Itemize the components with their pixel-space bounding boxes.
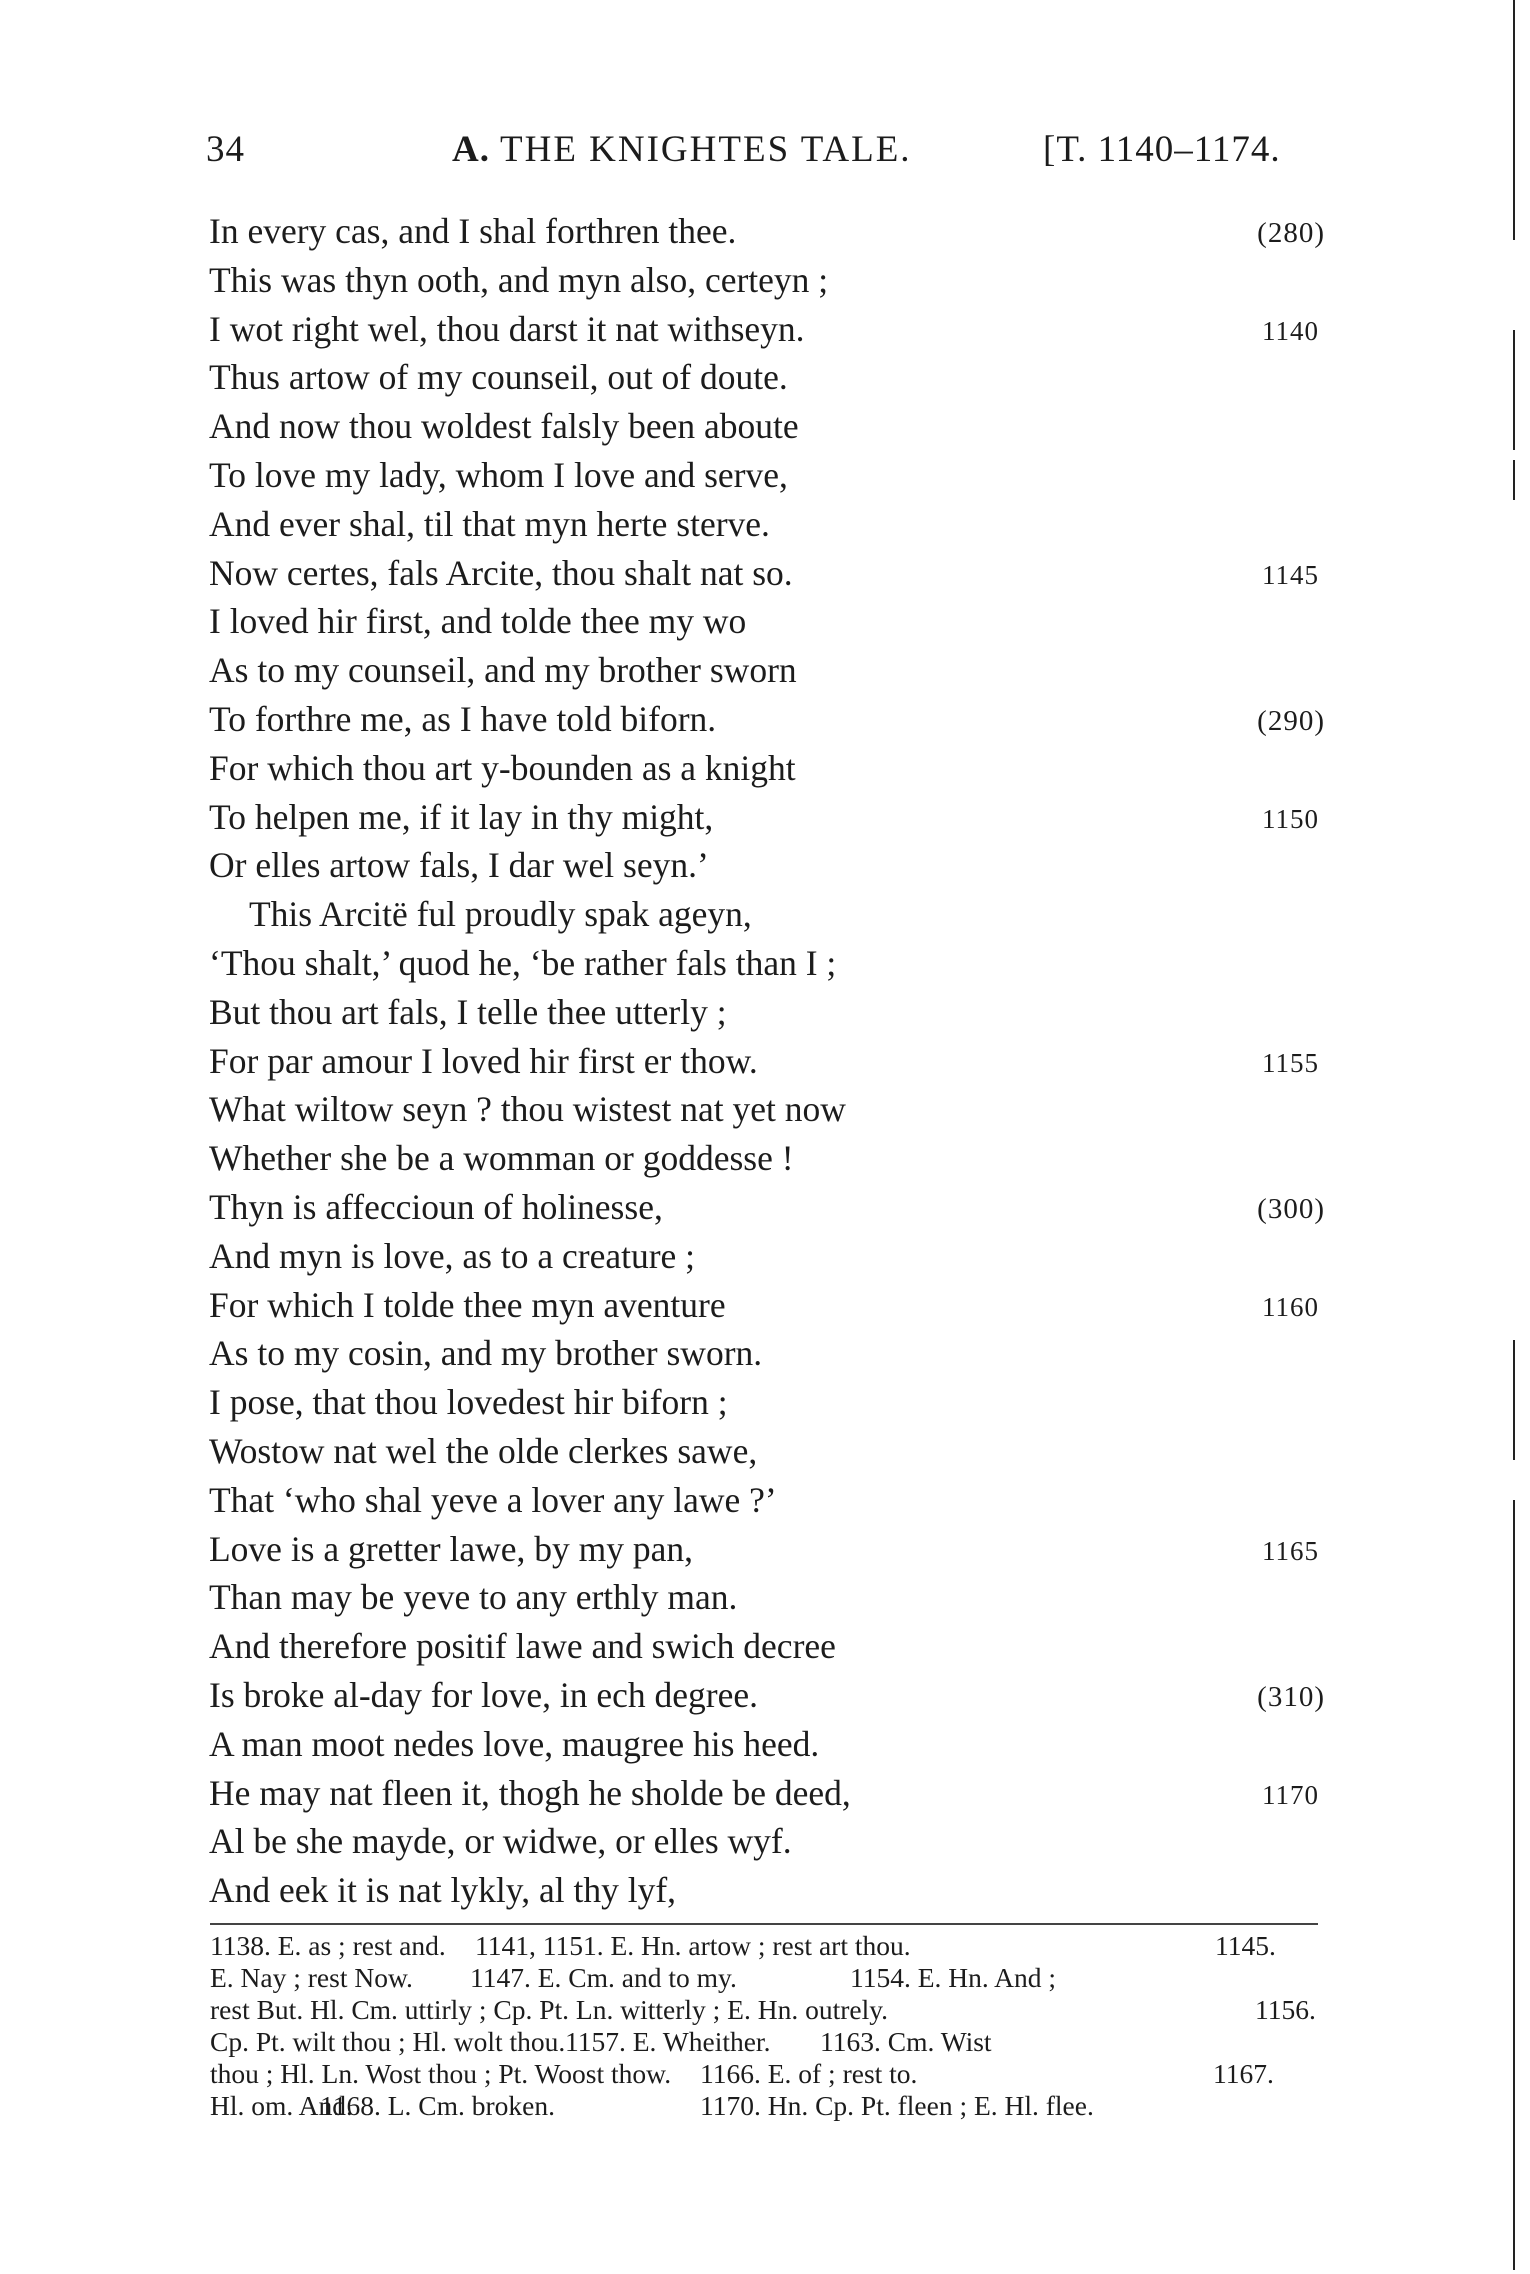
verse-text: As to my counseil, and my brother sworn (209, 650, 797, 691)
verse-text: Thyn is affeccioun of holinesse, (209, 1186, 663, 1227)
verse-text: That ‘who shal yeve a lover any lawe ?’ (209, 1479, 777, 1520)
footnote-line (210, 2026, 1320, 2058)
verse-text: What wiltow seyn ? thou wistest nat yet now (209, 1089, 846, 1130)
line-number: 1160 (1262, 1291, 1319, 1322)
verse-line (209, 1329, 1319, 1378)
verse-line (209, 1671, 1325, 1720)
footnote-line (210, 2090, 1320, 2122)
verse-text: I wot right wel, thou darst it nat withseyn. (209, 308, 805, 349)
verse-text: As to my cosin, and my brother sworn. (209, 1333, 763, 1374)
verse-text: This Arcitë ful proudly spak ageyn, (249, 894, 752, 935)
verse-line (209, 1476, 1319, 1525)
line-range: [T. 1140–1174. (1043, 129, 1281, 170)
verse-line (209, 256, 1319, 305)
footnote-segment: Hl. om. And. (210, 2090, 353, 2121)
verse-text: A man moot nedes love, maugree his heed. (209, 1723, 820, 1764)
poem-text (209, 207, 1325, 1915)
verse-text: Than may be yeve to any erthly man. (209, 1577, 738, 1618)
verse-text: I loved hir first, and tolde thee my wo (209, 601, 747, 642)
verse-line (209, 1525, 1319, 1574)
verse-text: I pose, that thou lovedest hir biforn ; (209, 1382, 728, 1423)
verse-line (209, 1232, 1319, 1281)
verse-line (209, 1378, 1319, 1427)
line-number: 1165 (1262, 1535, 1319, 1566)
verse-text: For which thou art y-bounden as a knight (209, 747, 796, 788)
verse-line (209, 1573, 1319, 1622)
verse-line (209, 646, 1319, 695)
footnote-segment: 1145. (1215, 1930, 1276, 1961)
line-number: 1150 (1262, 803, 1319, 834)
verse-line (209, 451, 1319, 500)
verse-line (209, 1183, 1325, 1232)
verse-line (209, 500, 1319, 549)
line-number: 1145 (1262, 559, 1319, 590)
verse-text: To forthre me, as I have told biforn. (209, 698, 717, 739)
footnote-line (210, 2058, 1320, 2090)
verse-text: For which I tolde thee myn aventure (209, 1284, 726, 1325)
verse-text: To love my lady, whom I love and serve, (209, 454, 788, 495)
verse-line (209, 695, 1325, 744)
line-number: (300) (1257, 1192, 1325, 1225)
verse-line (209, 1134, 1319, 1183)
verse-line (209, 1427, 1319, 1476)
verse-line (209, 207, 1325, 256)
line-number: (280) (1257, 217, 1325, 249)
verse-line (209, 1769, 1319, 1818)
line-number: 1155 (1262, 1047, 1319, 1078)
footnote-line (210, 1930, 1320, 1962)
line-number: (290) (1257, 704, 1325, 737)
footnote-rule (210, 1923, 1318, 1925)
footnote-segment: 1156. (1255, 1994, 1316, 2025)
line-number: (310) (1257, 1680, 1325, 1713)
verse-line (209, 402, 1319, 451)
footnote-segment: 1166. E. of ; rest to. (700, 2058, 918, 2089)
verse-text: And therefore positif lawe and swich decree (209, 1626, 836, 1667)
verse-text: And myn is love, as to a creature ; (209, 1235, 696, 1276)
verse-text: Thus artow of my counseil, out of doute. (209, 357, 788, 398)
verse-line (209, 305, 1319, 354)
verse-text: But thou art fals, I telle thee utterly ; (209, 991, 727, 1032)
verse-line (209, 1281, 1319, 1330)
footnote-line (210, 1962, 1320, 1994)
verse-line (209, 549, 1319, 598)
verse-text: He may nat fleen it, thogh he sholde be deed, (209, 1772, 851, 1813)
verse-line (209, 793, 1319, 842)
verse-text: Love is a gretter lawe, by my pan, (209, 1528, 694, 1569)
verse-text: Wostow nat wel the olde clerkes sawe, (209, 1430, 758, 1471)
footnotes (210, 1930, 1320, 2122)
footnote-segment: rest But. Hl. Cm. uttirly ; Cp. Pt. Ln. witterly ; E. Hn. outrely. (210, 1994, 889, 2025)
verse-text: Is broke al-day for love, in ech degree. (209, 1674, 759, 1715)
verse-line (209, 1037, 1319, 1086)
footnote-segment: 1167. (1213, 2058, 1274, 2089)
verse-text: And now thou woldest falsly been aboute (209, 406, 799, 447)
verse-text: Whether she be a womman or goddesse ! (209, 1138, 794, 1179)
verse-text: To helpen me, if it lay in thy might, (209, 796, 714, 837)
page-number: 34 (206, 129, 245, 170)
verse-line (209, 1817, 1319, 1866)
verse-line (209, 1720, 1319, 1769)
footnote-segment: thou ; Hl. Ln. Wost thou ; Pt. Woost thow. (210, 2058, 672, 2089)
verse-line (209, 597, 1319, 646)
verse-text: Or elles artow fals, I dar wel seyn.’ (209, 845, 709, 886)
verse-line (209, 1085, 1319, 1134)
verse-text: Now certes, fals Arcite, thou shalt nat so. (209, 552, 793, 593)
footnote-segment: 1138. E. as ; rest and. (210, 1930, 446, 1961)
verse-text: ‘Thou shalt,’ quod he, ‘be rather fals than I ; (209, 942, 837, 983)
verse-text: For par amour I loved hir first er thow. (209, 1040, 758, 1081)
verse-line (209, 939, 1319, 988)
line-number: 1140 (1262, 315, 1319, 346)
verse-line (209, 1622, 1319, 1671)
page-edge-line (1513, 0, 1515, 2274)
footnote-segment: 1163. Cm. Wist (820, 2026, 992, 2057)
verse-text: This was thyn ooth, and myn also, certeyn ; (209, 259, 829, 300)
footnote-segment: Cp. Pt. wilt thou ; Hl. wolt thou. (210, 2026, 566, 2057)
verse-line (209, 353, 1319, 402)
footnote-segment: 1168. L. Cm. broken. (320, 2090, 555, 2121)
verse-text: Al be she mayde, or widwe, or elles wyf. (209, 1821, 792, 1862)
verse-line (209, 890, 1319, 939)
verse-line (209, 841, 1319, 890)
footnote-segment: E. Nay ; rest Now. (210, 1962, 413, 1993)
page-title: THE KNIGHTES TALE. (500, 129, 912, 170)
footnote-segment: 1141, 1151. E. Hn. artow ; rest art thou. (475, 1930, 911, 1961)
verse-line (209, 1866, 1319, 1915)
verse-text: And ever shal, til that myn herte sterve. (209, 503, 770, 544)
line-number: 1170 (1262, 1779, 1319, 1810)
footnote-segment: 1157. E. Wheither. (565, 2026, 771, 2057)
running-header (200, 128, 1320, 178)
verse-line (209, 744, 1319, 793)
verse-text: And eek it is nat lykly, al thy lyf, (209, 1870, 677, 1911)
footnote-line (210, 1994, 1320, 2026)
footnote-segment: 1170. Hn. Cp. Pt. fleen ; E. Hl. flee. (700, 2090, 1094, 2121)
footnote-segment: 1154. E. Hn. And ; (850, 1962, 1056, 1993)
section-letter: A. (452, 129, 490, 170)
verse-line (209, 988, 1319, 1037)
footnote-segment: 1147. E. Cm. and to my. (470, 1962, 737, 1993)
verse-text: In every cas, and I shal forthren thee. (209, 211, 737, 251)
